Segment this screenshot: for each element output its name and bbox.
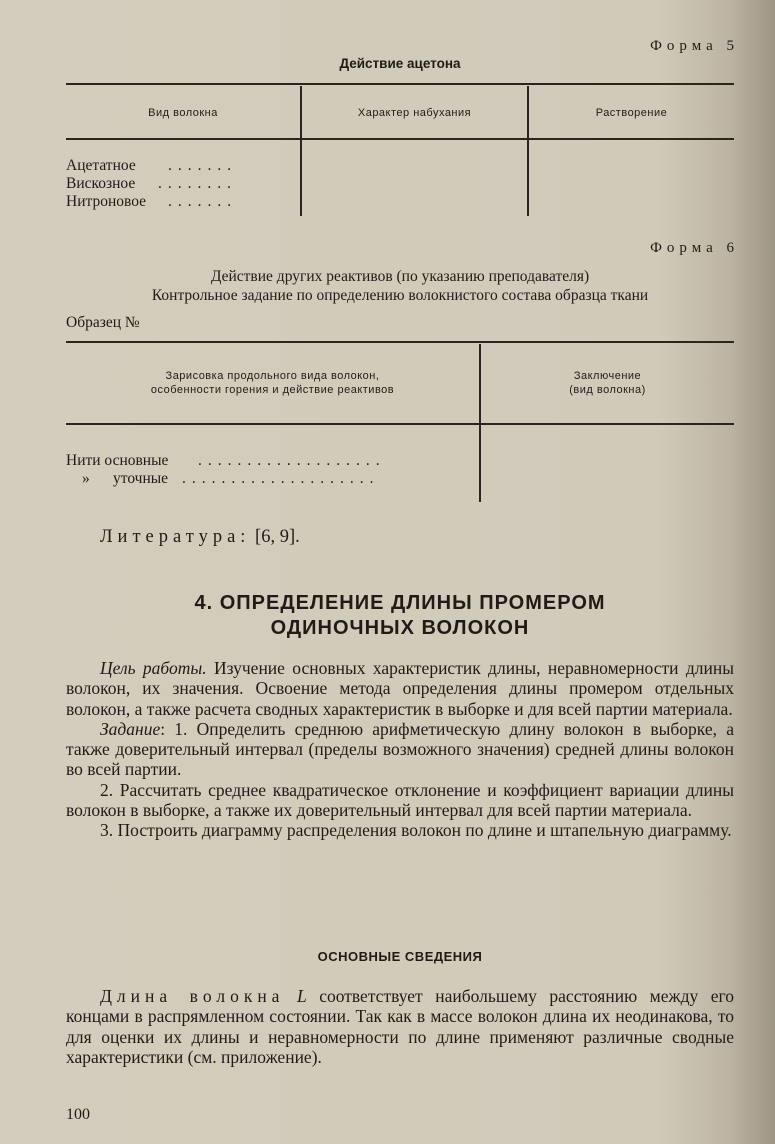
task-item-3: 3. Построить диаграмму распределения волокон по длине и штапельную диаграмму.	[100, 820, 732, 841]
leader-dots: .......	[168, 193, 238, 210]
leader-dots: .......	[168, 157, 238, 174]
body-text	[66, 658, 734, 841]
literature-line: Литература: [6, 9].	[100, 527, 300, 547]
leader-dots: ...................	[198, 452, 386, 469]
form5-row-viscose: Вискозное	[66, 175, 136, 192]
section-heading: 4. ОПРЕДЕЛЕНИЕ ДЛИНЫ ПРОМЕРОМ ОДИНОЧНЫХ ВОЛОКОН	[194, 592, 606, 639]
page-number: 100	[66, 1106, 90, 1123]
form6-row-warp: Нити основные	[66, 452, 169, 469]
form6-title-1: Действие других реактивов (по указанию преподавателя)	[210, 268, 590, 285]
form5-col-dissolution: Растворение	[595, 107, 668, 119]
form5-row-nitron: Нитроновое	[66, 193, 147, 210]
form5-title: Действие ацетона	[339, 56, 461, 71]
form6-header-rule	[66, 423, 734, 425]
basics-paragraph: Длина волокна L соответствует наибольшему расстоянию между его концами в распрямленном состоянии. Так как в массе волокон длина их неодинакова, то для оценки их длины и неравномерности по длине применяют различные сводные характеристики (см. приложение).	[66, 986, 734, 1067]
basics-text	[66, 986, 734, 1067]
leader-dots: ........	[158, 175, 237, 192]
form6-label: Форма 6	[650, 240, 739, 256]
form5-top-rule	[66, 83, 734, 85]
form6-sample-label: Образец №	[66, 314, 140, 331]
subsection-heading: ОСНОВНЫЕ СВЕДЕНИЯ	[317, 949, 483, 964]
form6-row-ditto-mark: »	[82, 470, 90, 487]
form6-row-weft: уточные	[113, 470, 169, 487]
form5-label: Форма 5	[650, 38, 739, 54]
form5-col-swelling: Характер набухания	[357, 107, 472, 119]
form6-title-2: Контрольное задание по определению волокнистого состава образца ткани	[151, 287, 649, 304]
form6-col-conclusion: Заключение (вид волокна)	[569, 370, 646, 396]
task-paragraph: Задание: 1. Определить среднюю арифметическую длину волокон в выборке, а также доверительный интервал (пределы возможного значения) средней длины волокон во всей партии.	[66, 718, 734, 780]
leader-dots: ....................	[182, 470, 380, 487]
form5-col-fiber-type: Вид волокна	[148, 107, 218, 119]
form5-row-acetate: Ацетатное	[66, 157, 136, 174]
form5-header-rule	[66, 138, 734, 140]
task-item-2: 2. Рассчитать среднее квадратическое отклонение и коэффициент вариации длины волокон в выборке, а также их доверительный интервал для всей партии материала.	[66, 779, 734, 821]
form6-col-drawing: Зарисовка продольного вида волокон, особенности горения и действие реактивов	[150, 370, 395, 396]
form6-top-rule	[66, 341, 734, 343]
purpose-paragraph: Цель работы. Изучение основных характеристик длины, неравномерности длины волокон, их значения. Освоение метода определения длины промером отдельных волокон, а также расчета сводных характеристик в выборке и для всей партии материала.	[66, 658, 734, 719]
form6-col-divider	[479, 344, 481, 502]
